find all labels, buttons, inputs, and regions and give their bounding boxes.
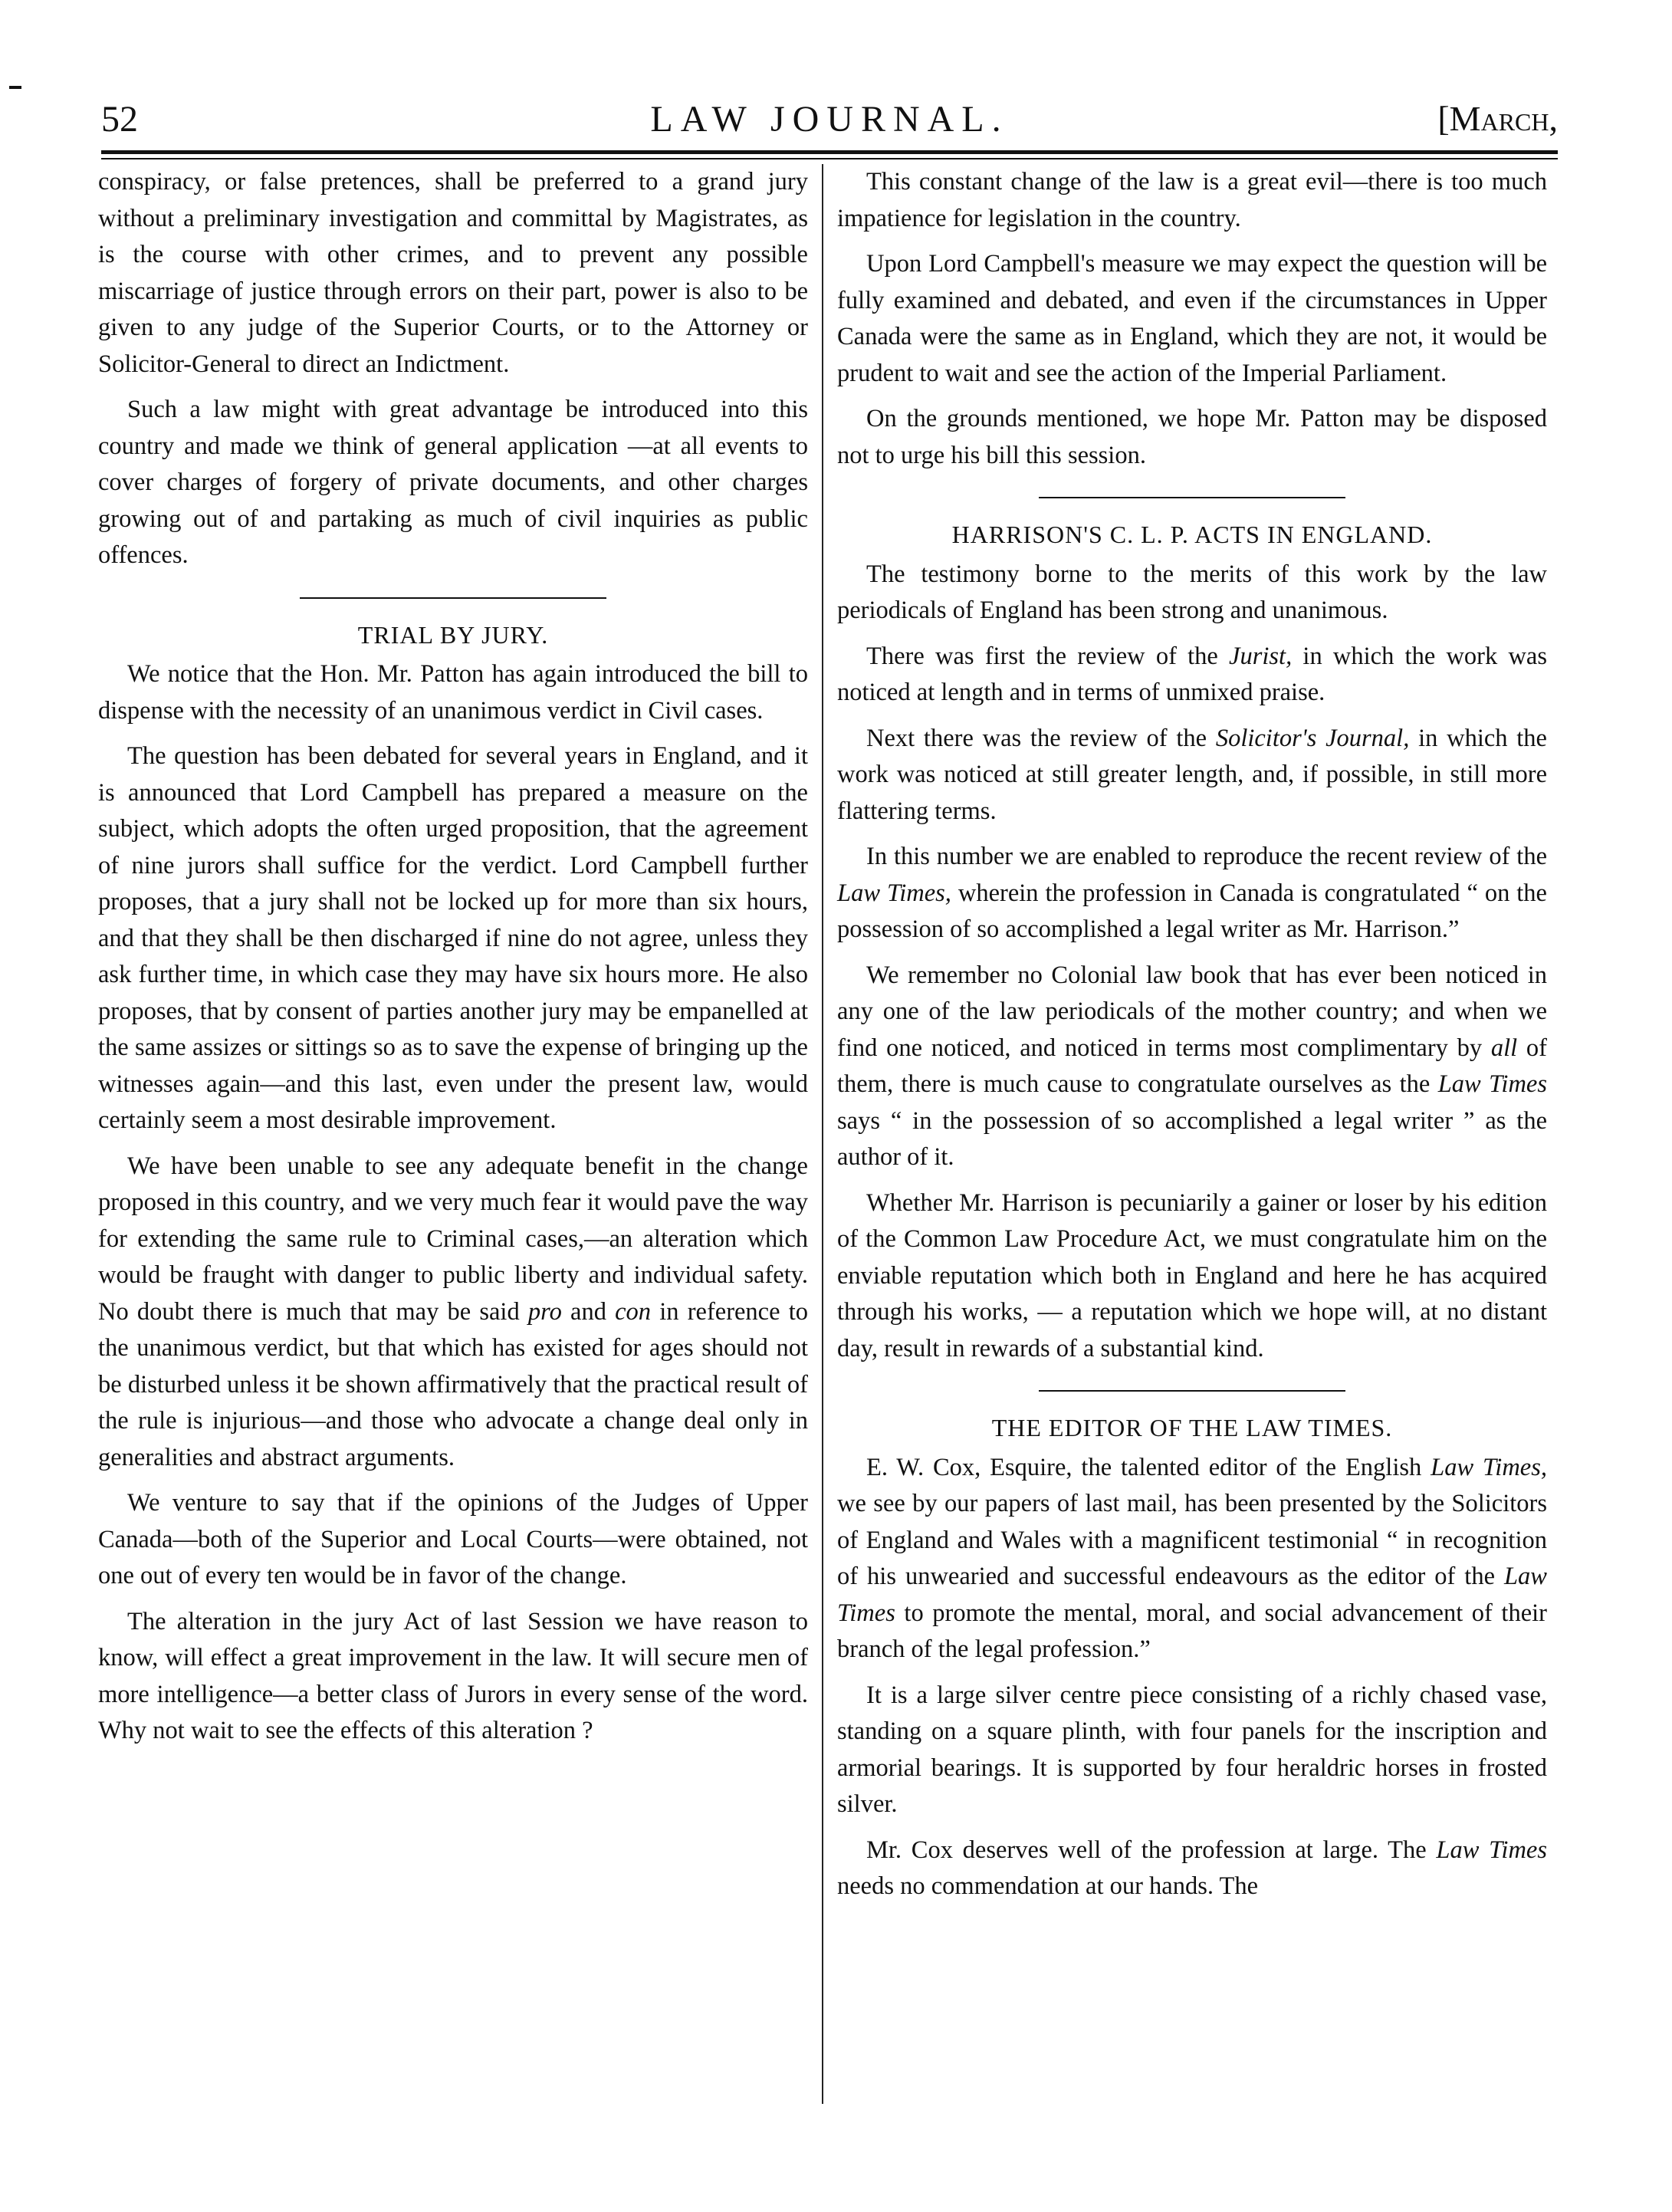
paragraph [837, 1450, 1547, 1668]
text: in reference to the unanimous verdict, but that which has existed for ages should not be disturbed unless it be shown affirmatively that the practical result of the rule is injurious—and those who advocate a change deal only in generalities and abstract arguments. [98, 1297, 808, 1471]
text: of them, there is much cause to congratulate ourselves as the [837, 1034, 1547, 1098]
section-divider [300, 597, 606, 599]
text: Next there was the review of the [866, 724, 1216, 752]
text: in which the work was noticed at length and in terms of unmixed praise. [837, 642, 1547, 706]
text: says “ in the possession of so accomplished a legal writer ” as the author of it. [837, 1106, 1547, 1171]
paragraph: Whether Mr. Harrison is pecuniarily a gainer or loser by his edition of the Common Law Procedure Act, we must congratulate him on the enviable reputation which both in England and here he has acquired through his works, — a reputation which we hope will, at no distant day, result in rewards of a substantial kind. [837, 1188, 1547, 1362]
paragraph [837, 958, 1547, 1176]
italic-text: all [1490, 1034, 1518, 1062]
paragraph: We venture to say that if the opinions of the Judges of Upper Canada—both of the Superior and Local Courts—were obtained, not one out of every ten would be in favor of the change. [98, 1489, 808, 1589]
paragraph [98, 1149, 808, 1477]
text: in which the work was noticed at still greater length, and, if possible, in still more flattering terms. [837, 724, 1547, 825]
paragraph: On the grounds mentioned, we hope Mr. Patton may be disposed not to urge his bill this session. [837, 405, 1547, 469]
text: wherein the profession in Canada is congratulated “ on the possession of so accomplished a legal writer as Mr. Harrison.” [837, 879, 1547, 943]
paragraph: Such a law might with great advantage be introduced into this country and made we think of general application —at all events to cover charges of forgery of private documents, and other charges growing out of and partaking as much of civil inquiries as public offences. [98, 396, 808, 569]
margin-mark [9, 86, 21, 89]
paragraph [837, 639, 1547, 712]
italic-text: Law Times, [837, 879, 951, 907]
italic-text: Law Times [837, 1563, 1547, 1627]
text: In this number we are enabled to reproduce the recent review of the [866, 843, 1547, 870]
header-rule-thin [101, 158, 1558, 159]
text: needs no commendation at our hands. The [837, 1872, 1259, 1900]
italic-text: con [615, 1297, 652, 1326]
italic-text: pro [527, 1297, 562, 1326]
text: We remember no Colonial law book that has ever been noticed in any one of the law periodicals of the mother country; and when we find one noticed, and noticed in terms most complimentary by [837, 961, 1547, 1062]
text: to promote the mental, moral, and social advancement of their branch of the legal profession.” [837, 1599, 1547, 1663]
column-divider [822, 164, 823, 2104]
paragraph: Upon Lord Campbell's measure we may expect the question will be fully examined and debated, and even if the circumstances in Upper Canada were the same as in England, which they are not, it would be prudent to wait and see the action of the Imperial Parliament. [837, 250, 1547, 387]
paragraph [837, 839, 1547, 948]
running-title: LAW JOURNAL. [650, 99, 1009, 140]
text: Mr. Cox deserves well of the profession at large. The [866, 1836, 1437, 1864]
section-heading-harrison: HARRISON'S C. L. P. ACTS IN ENGLAND. [951, 521, 1433, 548]
left-column [98, 164, 808, 1759]
paragraph: The testimony borne to the merits of this work by the law periodicals of England has been strong and unanimous. [837, 560, 1547, 624]
paragraph: The question has been debated for several years in England, and it is announced that Lord Campbell has prepared a measure on the subject, which adopts the often urged proposition, that the agreement of nine jurors shall suffice for the verdict. Lord Campbell further proposes, that a jury shall not be locked up for more than six hours, and that they shall be then discharged if nine do not agree, unless they ask further time, in which case they may have six hours more. He also proposes, that by consent of parties another jury may be empanelled at the same assizes or sittings so as to save the expense of bringing up the witnesses again—and this last, even under the present law, would certainly seem a most desirable improvement. [98, 742, 808, 1134]
text: There was first the review of the [866, 642, 1230, 670]
section-divider [1039, 497, 1345, 498]
italic-text: Law Times [1437, 1070, 1547, 1098]
italic-text: Solicitor's Journal, [1215, 724, 1410, 752]
paragraph: It is a large silver centre piece consisting of a richly chased vase, standing on a square plinth, with four panels for the inscription and armorial bearings. It is supported by four heraldric horses in frosted silver. [837, 1681, 1547, 1818]
italic-text: Law Times [1436, 1836, 1548, 1864]
paragraph: We notice that the Hon. Mr. Patton has again introduced the bill to dispense with the necessity of an unanimous verdict in Civil cases. [98, 660, 808, 725]
paragraph: conspiracy, or false pretences, shall be preferred to a grand jury without a preliminary investigation and committal by Magistrates, as is the course with other crimes, and to prevent any possible miscarriage of justice through errors on their part, power is also to be given to any judge of the Superior Courts, or to the Attorney or Solicitor-General to direct an Indictment. [98, 168, 808, 378]
paragraph: This constant change of the law is a great evil—there is too much impatience for legislation in the country. [837, 168, 1547, 232]
page-number: 52 [101, 99, 138, 140]
section-heading-editor: THE EDITOR OF THE LAW TIMES. [991, 1414, 1393, 1441]
section-heading-trial-by-jury: TRIAL BY JURY. [357, 620, 549, 649]
paragraph [837, 1832, 1547, 1905]
right-column [837, 164, 1547, 1915]
section-divider [1039, 1390, 1345, 1392]
paragraph [837, 721, 1547, 830]
text: and [561, 1297, 616, 1326]
text: E. W. Cox, Esquire, the talented editor of the English [866, 1453, 1431, 1481]
page-header [101, 98, 1558, 153]
italic-text: Law Times, [1431, 1453, 1547, 1481]
paragraph: The alteration in the jury Act of last Session we have reason to know, will effect a great improvement in the law. It will secure men of more intelligence—a better class of Jurors in every sense of the word. Why not wait to see the effects of this alteration ? [98, 1607, 808, 1744]
italic-text: Jurist, [1229, 642, 1293, 670]
header-rule-thick [101, 150, 1558, 154]
text: we see by our papers of last mail, has been presented by the Solicitors of England and Wales with a magnificent testimonial “ in recognition of his unwearied and successful endeavours as the editor of the [837, 1490, 1547, 1590]
text: We have been unable to see any adequate benefit in the change proposed in this country, and we very much fear it would pave the way for extending the same rule to Criminal cases,—an alteration which would be fraught with danger to public liberty and individual safety. No doubt there is much that may be said [98, 1152, 808, 1326]
section-month: [March, [1437, 99, 1558, 138]
